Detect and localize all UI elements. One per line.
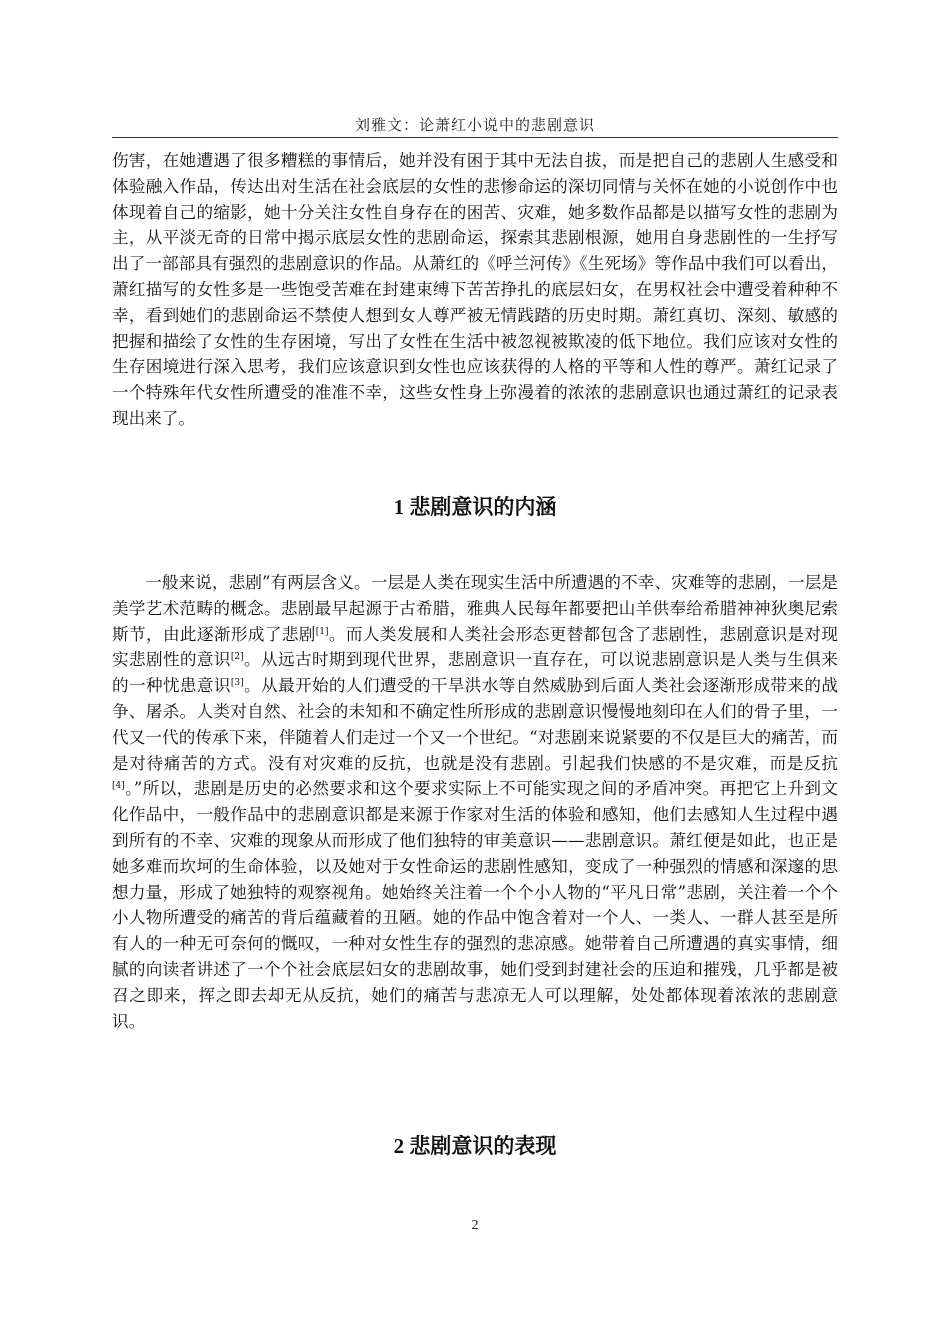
citation-1: [1] bbox=[315, 626, 329, 637]
citation-3: [3] bbox=[230, 678, 244, 689]
paragraph-2-text-e: 。”所以，悲剧是历史的必然要求和这个要求实际上不可能实现之间的矛盾冲突。再把它上升到文化作品中，一般作品中的悲剧意识都是来源于作家对生活的体验和感知，他们去感知人生过程中遇到所有的不幸、灾难的现象从而形成了他们独特的审美意识——悲剧意识。萧红便是如此，也正是她多难而坎坷的生命体验，以及她对于女性命运的悲剧性感知，变成了一种强烈的情感和深邃的思想力量，形成了她独特的观察视角。她始终关注着一个个小人物的“平凡日常”悲剧，关注着一个个小人物所遭受的痛苦的背后蕴藏着的丑陋。她的作品中饱含着对一个人、一类人、一群人甚至是所有人的一种无可奈何的慨叹，一种对女性生存的强烈的悲凉感。她带着自己所遭遇的真实事情，细腻的向读者讲述了一个个社会底层妇女的悲剧故事，她们受到封建社会的压迫和摧残，几乎都是被召之即来，挥之即去却无从反抗，她们的痛苦与悲凉无人可以理解，处处都体现着浓浓的悲剧意识。 bbox=[112, 779, 838, 1031]
page-number: 2 bbox=[471, 1218, 479, 1233]
paragraph-2-text-c: 。从远古时期到现代世界，悲剧意识一直存在，可以说悲剧意识是人类与生俱来的一种忧患意识 bbox=[112, 650, 838, 696]
body-paragraph-1: 伤害，在她遭遇了很多糟糕的事情后，她并没有困于其中无法自拔，而是把自己的悲剧人生感受和体验融入作品，传达出对生活在社会底层的女性的悲惨命运的深切同情与关怀在她的小说创作中也体现着自己的缩影，她十分关注女性自身存在的困苦、灾难，她多数作品都是以描写女性的悲剧为主，从平淡无奇的日常中揭示底层女性的悲剧命运，探索其悲剧根源，她用自身悲剧性的一生抒写出了一部部具有强烈的悲剧意识的作品。从萧红的《呼兰河传》《生死场》等作品中我们可以看出，萧红描写的女性多是一些饱受苦难在封建束缚下苦苦挣扎的底层妇女，在男权社会中遭受着种种不幸，看到她们的悲剧命运不禁使人想到女人尊严被无情践踏的历史时期。萧红真切、深刻、敏感的把握和描绘了女性的生存困境，写出了女性在生活中被忽视被欺凌的低下地位。我们应该对女性的生存困境进行深入思考，我们应该意识到女性也应该获得的人格的平等和人性的尊严。萧红记录了一个特殊年代女性所遭受的准准不幸，这些女性身上弥漫着的浓浓的悲剧意识也通过萧红的记录表现出来了。 bbox=[112, 151, 838, 428]
body-paragraph-2 bbox=[112, 570, 838, 1034]
citation-4: [4] bbox=[112, 781, 125, 792]
section-heading-2: 2 悲剧意识的表现 bbox=[393, 1134, 557, 1158]
paragraph-2-text-a: 一般来说，悲剧”有两层含义。一层是人类在现实生活中所遭遇的不幸、灾难等的悲剧，一层是美学艺术范畴的概念。悲剧最早起源于古希腊，雅典人民每年都要把山羊供奉给希腊神神狄奥尼索斯节，由此逐渐形成了悲剧 bbox=[112, 573, 838, 644]
paragraph-2-text-b: 。而人类发展和人类社会形态更替都包含了悲剧性，悲剧意识是对现实悲剧性的意识 bbox=[112, 624, 839, 670]
citation-2: [2] bbox=[230, 652, 244, 663]
paragraph-2-text-d: 。从最开始的人们遭受的干旱洪水等自然威胁到后面人类社会逐渐形成带来的战争、屠杀。人类对自然、社会的未知和不确定性所形成的悲剧意识慢慢地刻印在人们的骨子里，一代又一代的传承下来，伴随着人们走过一个又一个世纪。“对悲剧来说紧要的不仅是巨大的痛苦，而是对待痛苦的方式。没有对灾难的反抗，也就是没有悲剧。引起我们快感的不是灾难，而是反抗 bbox=[112, 676, 838, 773]
section-heading-1: 1 悲剧意识的内涵 bbox=[393, 495, 557, 519]
running-header: 刘雅文：论萧红小说中的悲剧意识 bbox=[354, 116, 595, 134]
header-rule bbox=[112, 137, 838, 138]
